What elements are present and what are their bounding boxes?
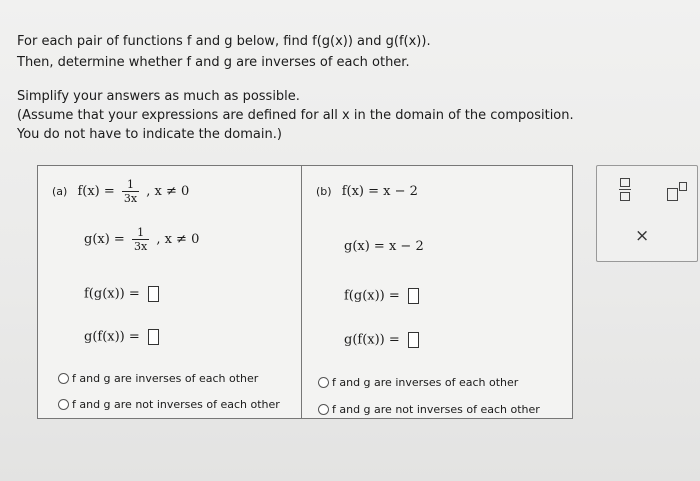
part-b-radio-inverse[interactable]	[318, 377, 329, 388]
instruction-line-2: Then, determine whether f and g are inverses of each other.	[17, 55, 410, 70]
part-a-g-definition	[84, 226, 199, 253]
part-a-g-denominator: 3x	[133, 240, 148, 253]
part-a-option-not-inverse-label: f and g are not inverses of each other	[72, 398, 280, 411]
part-a-f-numerator: 1	[127, 178, 135, 191]
part-a-f-denominator: 3x	[123, 192, 138, 205]
part-a-f-definition	[52, 178, 189, 205]
part-a-fg-answer-input[interactable]	[148, 286, 159, 302]
part-a-fg-label: f(g(x)) =	[84, 286, 140, 302]
part-b-g-definition	[344, 239, 424, 254]
instruction-line-3: Simplify your answers as much as possible.	[17, 89, 300, 104]
math-toolbar	[596, 165, 698, 262]
part-b-f-definition	[316, 184, 418, 199]
part-a-option-not-inverse[interactable]	[58, 398, 280, 411]
instruction-line-4: (Assume that your expressions are defined for all x in the domain of the composition.	[17, 108, 574, 123]
part-a-f-fraction	[122, 178, 139, 205]
part-b-radio-not-inverse[interactable]	[318, 404, 329, 415]
part-b-option-not-inverse-label: f and g are not inverses of each other	[332, 403, 540, 416]
fraction-icon[interactable]	[619, 178, 631, 201]
part-a-g-numerator: 1	[137, 226, 145, 239]
part-a-radio-inverse[interactable]	[58, 373, 69, 384]
part-a-option-inverse[interactable]	[58, 372, 258, 385]
part-b-f-expr: f(x) = x − 2	[341, 184, 418, 199]
part-a-fg-row	[84, 286, 159, 302]
part-b-option-not-inverse[interactable]	[318, 403, 540, 416]
part-a-gf-label: g(f(x)) =	[84, 329, 140, 345]
part-b-option-inverse[interactable]	[318, 376, 518, 389]
part-b-gf-label: g(f(x)) =	[344, 332, 400, 348]
part-b-fg-row	[344, 288, 419, 304]
part-b-gf-answer-input[interactable]	[408, 332, 419, 348]
part-a-g-fraction	[132, 226, 149, 253]
part-a-gf-answer-input[interactable]	[148, 329, 159, 345]
problem-table	[37, 165, 573, 419]
clear-icon[interactable]: ×	[635, 226, 650, 246]
part-b-gf-row	[344, 332, 419, 348]
column-divider	[301, 166, 302, 418]
part-a-radio-not-inverse[interactable]	[58, 399, 69, 410]
part-b-option-inverse-label: f and g are inverses of each other	[332, 376, 519, 389]
part-b-label: (b)	[316, 185, 332, 198]
part-a-g-condition: , x ≠ 0	[156, 232, 200, 247]
part-a-gf-row	[84, 329, 159, 345]
instruction-line-5: You do not have to indicate the domain.)	[17, 127, 282, 142]
part-a-option-inverse-label: f and g are inverses of each other	[72, 372, 259, 385]
instruction-line-1: For each pair of functions f and g below, find f(g(x)) and g(f(x)).	[17, 34, 431, 49]
part-a-g-lhs: g(x) =	[84, 232, 125, 247]
part-b-g-expr: g(x) = x − 2	[344, 239, 424, 254]
part-b-fg-label: f(g(x)) =	[344, 288, 400, 304]
part-a-f-condition: , x ≠ 0	[146, 184, 190, 199]
part-a-f-lhs: f(x) =	[77, 184, 115, 199]
part-b-fg-answer-input[interactable]	[408, 288, 419, 304]
part-a-label: (a)	[52, 185, 68, 198]
